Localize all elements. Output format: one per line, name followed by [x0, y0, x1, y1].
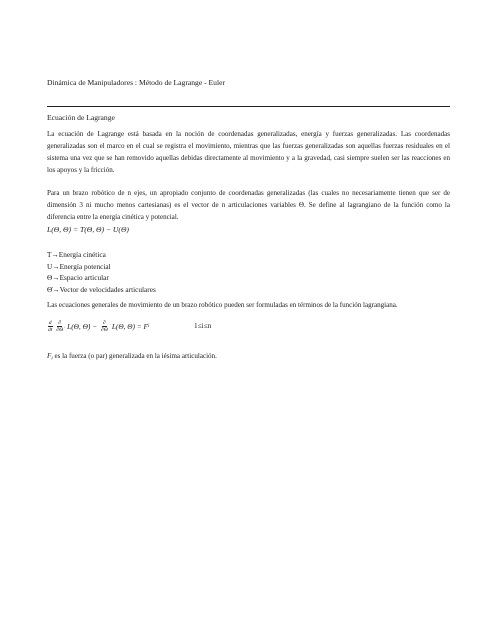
page-header: Dinámica de Manipuladores : Método de Lagrange - Euler	[47, 78, 225, 87]
definition-item: Θ→Espacio articular	[47, 273, 109, 283]
force-subscript: i	[147, 324, 150, 329]
paragraph-generalized-coordinates: Para un brazo robótico de n ejes, un apropiado conjunto de coordenadas generalizadas (las cuales no necesariamente tienen que ser de dimensión 3 ni mucho menos cartesianas) es el vector de n articulaciones variables Θ. Se define al lagrangiano de la función como la diferencia entre la energía cinética y potencial.	[47, 189, 450, 221]
lagrangian-formula: L(Θ, Θ̇) = T(Θ, Θ̇) − U(Θ)	[47, 225, 129, 234]
section-title: Ecuación de Lagrange	[47, 113, 115, 122]
time-derivative-fraction: $\frac{d}{dt}$	[48, 320, 53, 333]
paragraph-generalized-force	[47, 351, 450, 365]
paragraph-equations-of-motion: Las ecuaciones generales de movimiento de un brazo robótico pueden ser formuladas en términos de la función lagrangiana.	[47, 301, 398, 309]
force-symbol-subscript: i	[51, 356, 53, 362]
definitions-list	[47, 249, 156, 296]
partial-velocity-fraction: $\frac{\partial}{\partial\Thetȧ}$	[56, 320, 64, 333]
lagrange-term-1: L(Θ, Θ̇) −	[67, 322, 98, 331]
definition-item: Θ̇→Vector de velocidades articulares	[47, 285, 156, 295]
force-symbol: F	[47, 352, 52, 360]
definition-item: T→Energía cinética	[47, 250, 106, 259]
definition-item: U→Energía potencial	[47, 261, 111, 271]
index-range: 1≤i≤n	[194, 321, 212, 330]
paragraph-intro: La ecuación de Lagrange está basada en la noción de coordenadas generalizadas, energía y fuerzas generalizadas. Las coordenadas generalizadas son el marco en el cual se registra el movimiento, mientras que las fuerzas generalizadas son aquellas fuerzas residuales en el sistema una vez que se han removido aquellas debidas directamente al movimiento y a la gravedad, casi siempre suelen ser las reacciones en los apoyos y la fricción.	[47, 130, 450, 174]
force-description: es la fuerza (o par) generalizada en la iésima articulación.	[52, 352, 217, 360]
lagrange-term-2: L(Θ, Θ̇) = F	[111, 322, 148, 331]
lagrange-equation	[47, 320, 212, 333]
partial-position-fraction: $\frac{\partial}{\partial\Theta}$	[101, 320, 108, 333]
header-divider	[47, 106, 450, 107]
